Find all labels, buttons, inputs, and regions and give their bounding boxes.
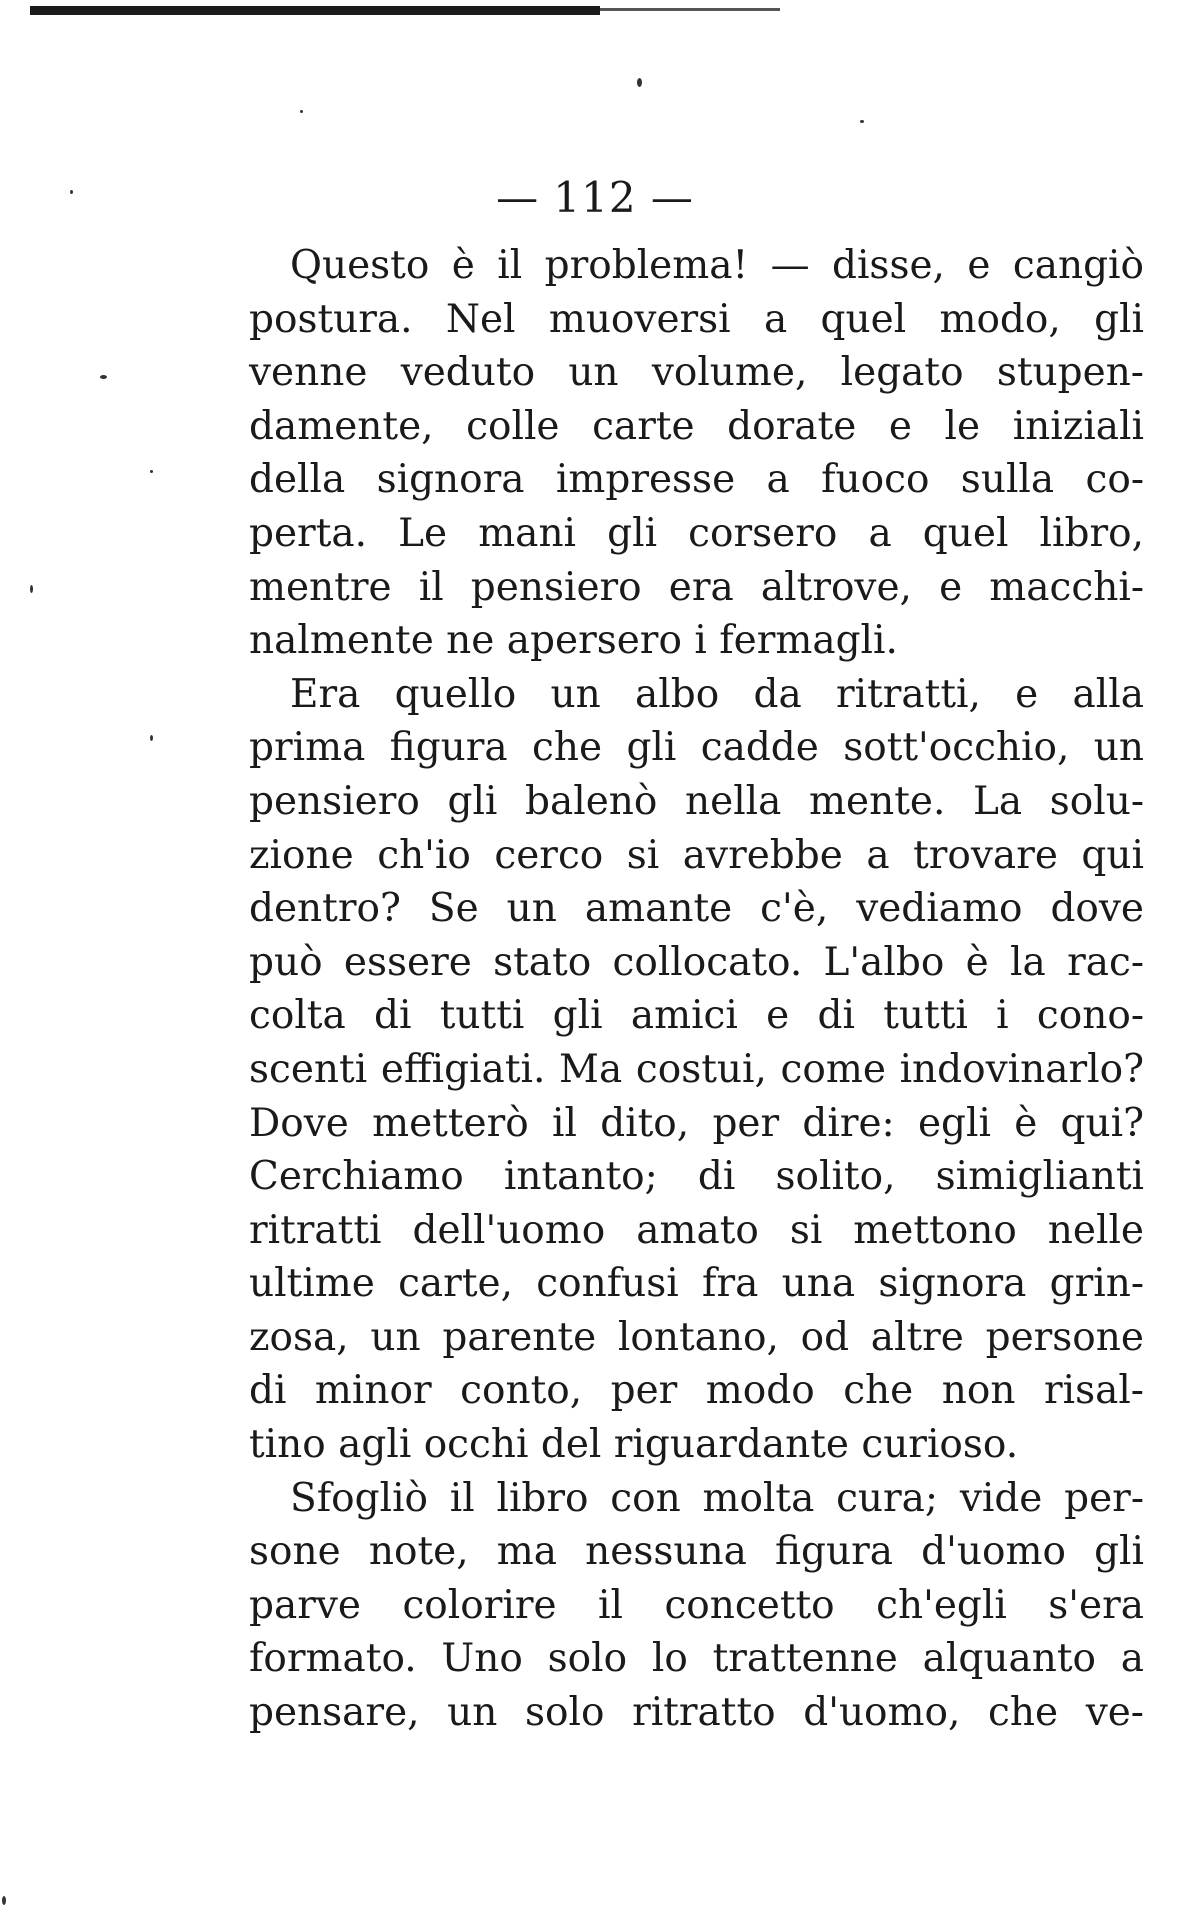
body-text — [249, 239, 1144, 1740]
page-number: — 112 — — [496, 173, 694, 222]
text-line: della signora impresse a fuoco sulla co- — [249, 457, 1144, 503]
text-line: Cerchiamo intanto; di solito, simiglianti — [249, 1154, 1144, 1200]
margin-speck — [637, 78, 642, 87]
margin-speck — [860, 120, 864, 123]
text-line: pensiero gli balenò nella mente. La solu- — [249, 778, 1144, 824]
text-line: formato. Uno solo lo trattenne alquanto a — [249, 1636, 1144, 1682]
text-line: prima figura che gli cadde sott'occhio, un — [249, 725, 1144, 771]
text-line: zosa, un parente lontano, od altre persone — [249, 1314, 1144, 1360]
text-line: mentre il pensiero era altrove, e macchi- — [249, 564, 1144, 610]
text-line: damente, colle carte dorate e le iniziali — [249, 403, 1144, 449]
margin-speck — [150, 735, 153, 741]
margin-speck — [150, 470, 153, 473]
margin-speck — [300, 110, 303, 113]
text-line: perta. Le mani gli corsero a quel libro, — [249, 510, 1144, 556]
text-line: può essere stato collocato. L'albo è la rac- — [249, 939, 1144, 985]
text-line: Era quello un albo da ritratti, e alla — [290, 671, 1144, 717]
text-line: dentro? Se un amante c'è, vediamo dove — [249, 886, 1144, 932]
text-line: pensare, un solo ritratto d'uomo, che ve- — [249, 1690, 1144, 1736]
paragraph — [249, 1472, 1144, 1740]
text-line: zione ch'io cerco si avrebbe a trovare qui — [249, 832, 1144, 878]
top-rule — [30, 6, 600, 15]
text-line: ultime carte, confusi fra una signora grin- — [249, 1261, 1144, 1307]
text-line: colta di tutti gli amici e di tutti i cono- — [249, 993, 1144, 1039]
margin-speck — [100, 375, 107, 379]
margin-speck — [30, 585, 33, 593]
paragraph — [249, 239, 1144, 668]
text-line: nalmente ne apersero i fermagli. — [249, 618, 898, 664]
margin-speck — [2, 1896, 6, 1905]
paragraph — [249, 668, 1144, 1472]
text-line: sone note, ma nessuna figura d'uomo gli — [249, 1529, 1144, 1575]
text-line: tino agli occhi del riguardante curioso. — [249, 1422, 1019, 1468]
text-line: ritratti dell'uomo amato si mettono nelle — [249, 1207, 1144, 1253]
text-line: Sfogliò il libro con molta cura; vide per- — [290, 1475, 1144, 1521]
text-line: Dove metterò il dito, per dire: egli è qui? — [249, 1100, 1144, 1146]
text-line: postura. Nel muoversi a quel modo, gli — [249, 296, 1144, 342]
text-line: di minor conto, per modo che non risal- — [249, 1368, 1144, 1414]
text-line: venne veduto un volume, legato stupen- — [249, 350, 1144, 396]
text-line: parve colorire il concetto ch'egli s'era — [249, 1582, 1144, 1628]
top-rule-thin — [600, 8, 780, 11]
text-line: Questo è il problema! — disse, e cangiò — [290, 243, 1144, 288]
text-line: scenti effigiati. Ma costui, come indovinarlo? — [249, 1046, 1144, 1092]
